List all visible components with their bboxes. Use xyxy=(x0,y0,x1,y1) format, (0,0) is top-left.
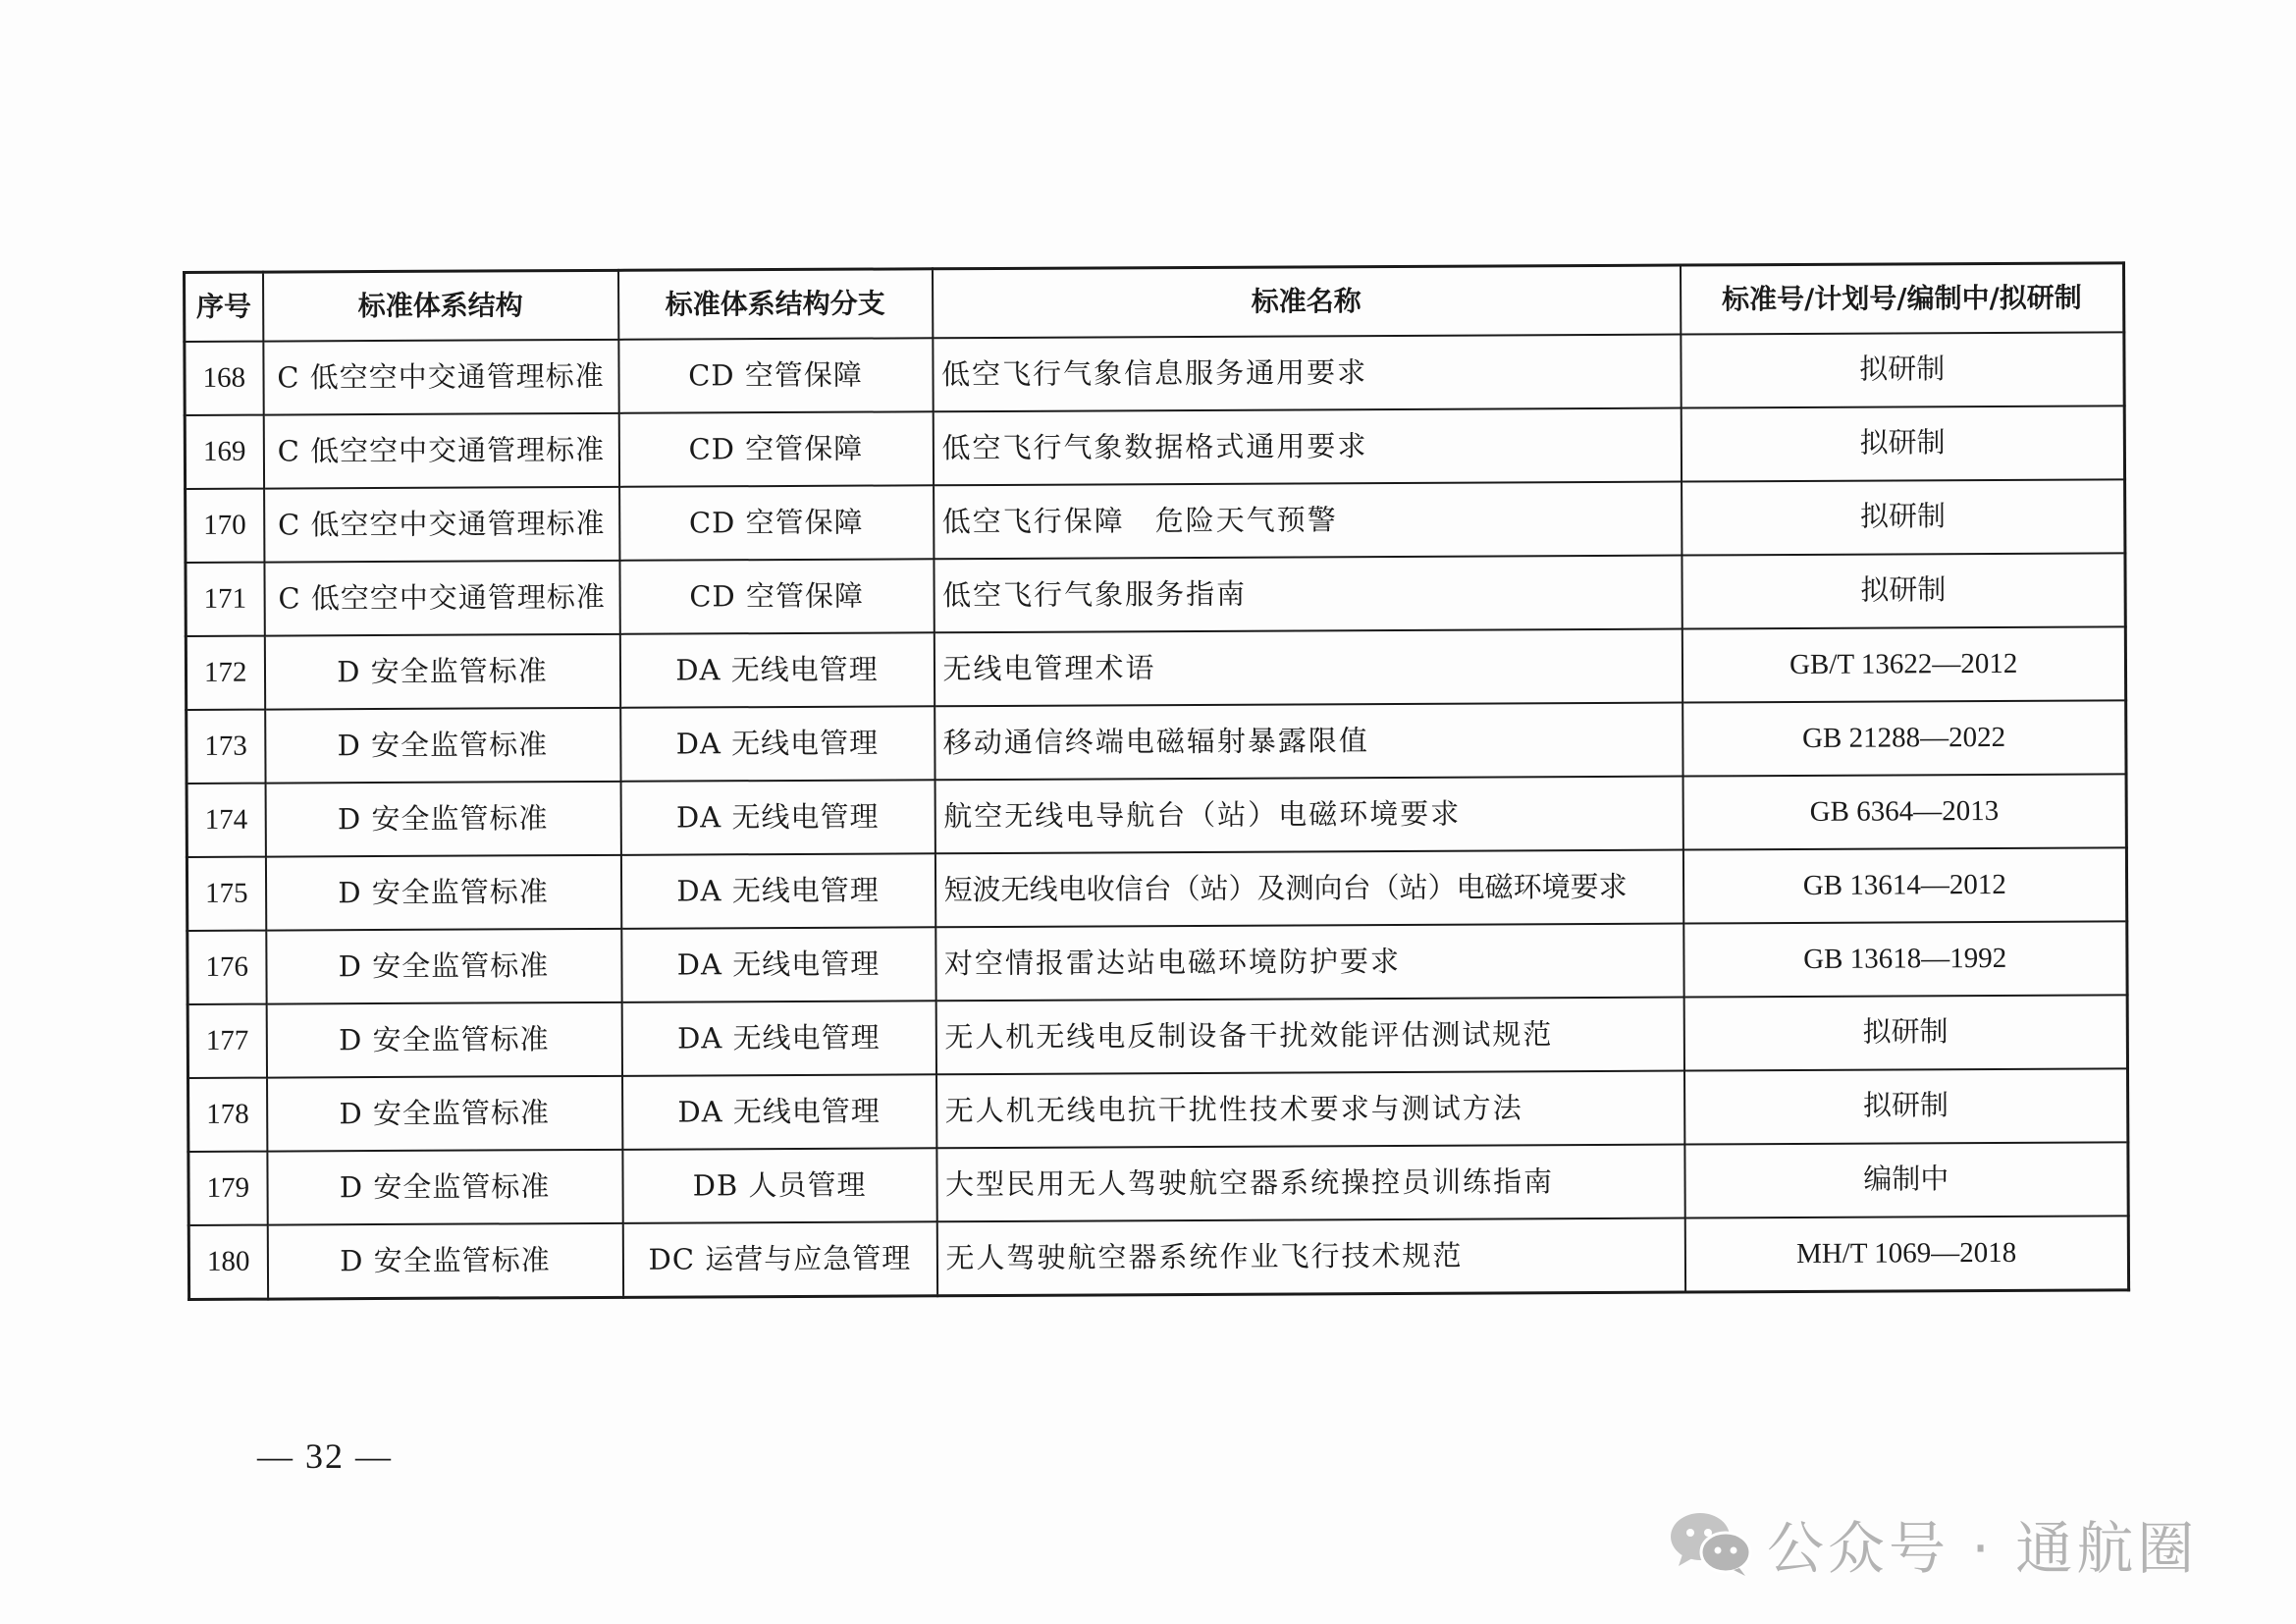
row-structure: C 低空空中交通管理标准 xyxy=(263,413,618,489)
row-number: 177 xyxy=(187,1004,266,1078)
row-standard-code: 拟研制 xyxy=(1681,332,2124,407)
wechat-icon xyxy=(1669,1509,1753,1578)
row-branch: DA 无线电管理 xyxy=(620,853,934,929)
page-number: — 32 — xyxy=(257,1436,393,1476)
row-branch: DA 无线电管理 xyxy=(620,706,934,782)
row-structure: C 低空空中交通管理标准 xyxy=(263,340,618,415)
row-branch: DA 无线电管理 xyxy=(621,1001,935,1076)
row-structure: D 安全监管标准 xyxy=(264,634,619,710)
watermark-text: 公众号 · 通航圈 xyxy=(1767,1515,2199,1582)
row-standard-name: 低空飞行气象信息服务通用要求 xyxy=(933,335,1681,412)
table-row xyxy=(186,479,2125,563)
table-row xyxy=(187,774,2126,857)
row-structure: D 安全监管标准 xyxy=(267,1223,622,1299)
row-standard-code: GB 13614—2012 xyxy=(1682,847,2126,923)
row-standard-name: 无人驾驶航空器系统作业飞行技术规范 xyxy=(936,1218,1684,1296)
row-standard-name: 无人机无线电抗干扰性技术要求与测试方法 xyxy=(936,1071,1684,1149)
table-row xyxy=(187,847,2126,931)
row-standard-name: 大型民用无人驾驶航空器系统操控员训练指南 xyxy=(936,1145,1684,1222)
row-branch: CD 空管保障 xyxy=(618,338,933,413)
table-row xyxy=(188,1142,2128,1225)
table-row xyxy=(186,626,2125,710)
row-number: 174 xyxy=(187,784,265,857)
row-structure: D 安全监管标准 xyxy=(267,1150,622,1225)
row-number: 180 xyxy=(188,1225,267,1300)
row-number: 179 xyxy=(188,1152,267,1225)
table-row xyxy=(188,1216,2128,1299)
row-number: 173 xyxy=(187,710,265,784)
row-structure: D 安全监管标准 xyxy=(265,855,620,931)
row-branch: DA 无线电管理 xyxy=(619,632,934,708)
table-row xyxy=(185,406,2124,489)
row-standard-name: 无人机无线电反制设备干扰效能评估测试规范 xyxy=(935,998,1683,1075)
row-standard-code: GB/T 13622—2012 xyxy=(1682,626,2125,702)
row-standard-code: 拟研制 xyxy=(1683,995,2127,1070)
row-number: 172 xyxy=(186,636,264,710)
row-standard-code: 拟研制 xyxy=(1682,553,2125,628)
watermark xyxy=(1669,1502,2198,1585)
row-structure: D 安全监管标准 xyxy=(265,782,620,857)
row-branch: CD 空管保障 xyxy=(619,559,934,634)
row-branch: DA 无线电管理 xyxy=(621,927,935,1002)
header-no: 序号 xyxy=(185,272,263,342)
row-number: 171 xyxy=(186,563,264,636)
standards-table-container xyxy=(183,261,2127,1301)
table-header-row xyxy=(185,263,2124,342)
row-number: 168 xyxy=(185,342,263,415)
row-standard-name: 无线电管理术语 xyxy=(934,629,1682,707)
row-number: 170 xyxy=(186,489,264,563)
row-structure: C 低空空中交通管理标准 xyxy=(264,561,619,636)
row-standard-code: 拟研制 xyxy=(1682,479,2125,555)
row-standard-code: 编制中 xyxy=(1684,1142,2128,1218)
row-branch: CD 空管保障 xyxy=(619,485,934,561)
row-branch: CD 空管保障 xyxy=(618,411,933,487)
row-number: 176 xyxy=(187,931,266,1004)
row-number: 169 xyxy=(185,415,263,489)
row-structure: D 安全监管标准 xyxy=(266,929,621,1004)
row-standard-name: 低空飞行保障 危险天气预警 xyxy=(934,482,1682,560)
header-structure: 标准体系结构 xyxy=(263,270,618,341)
row-standard-code: MH/T 1069—2018 xyxy=(1684,1216,2128,1292)
table-row xyxy=(185,332,2124,415)
header-name: 标准名称 xyxy=(932,265,1680,338)
table-row xyxy=(187,700,2126,784)
row-standard-code: 拟研制 xyxy=(1683,1068,2127,1144)
row-structure: D 安全监管标准 xyxy=(265,708,620,784)
row-standard-code: 拟研制 xyxy=(1681,406,2124,481)
row-branch: DA 无线电管理 xyxy=(622,1074,936,1150)
row-standard-code: GB 13618—1992 xyxy=(1683,921,2127,997)
row-branch: DB 人员管理 xyxy=(622,1148,936,1223)
row-standard-code: GB 21288—2022 xyxy=(1682,700,2126,776)
row-standard-code: GB 6364—2013 xyxy=(1682,774,2126,849)
row-structure: C 低空空中交通管理标准 xyxy=(264,487,619,563)
standards-table xyxy=(183,261,2130,1301)
table-row xyxy=(187,921,2127,1004)
row-structure: D 安全监管标准 xyxy=(266,1002,621,1078)
row-standard-name: 低空飞行气象服务指南 xyxy=(934,556,1682,633)
row-structure: D 安全监管标准 xyxy=(267,1076,622,1152)
row-number: 175 xyxy=(187,857,265,931)
table-row xyxy=(186,553,2125,636)
row-branch: DA 无线电管理 xyxy=(620,780,934,855)
header-branch: 标准体系结构分支 xyxy=(618,269,933,340)
row-standard-name: 移动通信终端电磁辐射暴露限值 xyxy=(934,703,1682,781)
row-standard-name: 航空无线电导航台（站）电磁环境要求 xyxy=(934,777,1682,854)
header-code: 标准号/计划号/编制中/拟研制 xyxy=(1680,263,2123,335)
row-number: 178 xyxy=(188,1078,267,1152)
table-row xyxy=(187,995,2127,1078)
row-branch: DC 运营与应急管理 xyxy=(622,1221,936,1297)
table-row xyxy=(188,1068,2128,1152)
row-standard-name: 短波无线电收信台（站）及测向台（站）电磁环境要求 xyxy=(934,850,1682,928)
row-standard-name: 低空飞行气象数据格式通用要求 xyxy=(933,408,1681,486)
row-standard-name: 对空情报雷达站电磁环境防护要求 xyxy=(935,924,1683,1001)
